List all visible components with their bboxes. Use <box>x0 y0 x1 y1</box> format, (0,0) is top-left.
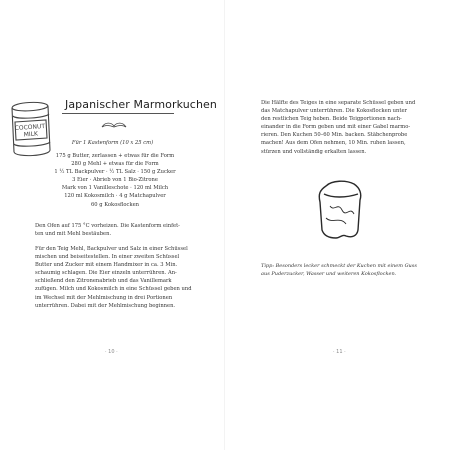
text-line: Den Ofen auf 175 °C vorheizen. Die Kastenform einfet- <box>35 223 180 229</box>
ingredient-line: 1 ½ TL Backpulver · ½ TL Salz · 150 g Zucker <box>54 169 176 176</box>
recipe-yield: Für 1 Kastenform (10 x 25 cm) <box>71 140 154 146</box>
text-line: ten und mit Mehl bestäuben. <box>35 231 112 238</box>
text-line: einander in die Form geben und mit einer Gabel marmo- <box>261 124 411 131</box>
ingredient-line: Mark von 1 Vanilleschote · 120 ml Milch <box>61 185 169 192</box>
mustache-flourish-icon <box>101 122 127 130</box>
cake-slice-icon <box>316 178 364 242</box>
text-line: schaumig schlagen. Die Eier einzeln unterrühren. An- <box>35 270 177 277</box>
instruction-paragraph <box>35 245 195 310</box>
page-number: · 11 · <box>333 349 346 355</box>
text-line: den restlichen Teig heben. Beide Teigportionen nach- <box>261 116 402 123</box>
svg-text:COCONUT: COCONUT <box>14 122 46 133</box>
svg-text:MILK: MILK <box>23 130 39 139</box>
text-line: Für den Teig Mehl, Backpulver und Salz in einer Schüssel <box>35 246 188 252</box>
text-line: im Wechsel mit der Mehlmischung in drei Portionen <box>35 294 173 301</box>
ingredient-line: 280 g Mehl + etwas für die Form <box>71 161 159 168</box>
instruction-paragraph <box>35 222 195 238</box>
text-line: das Matchapulver unterrühren. Die Kokosflocken unter <box>261 108 408 115</box>
text-line: aus Puderzucker, Wasser und weiteren Kokosflocken. <box>261 271 397 277</box>
recipe-title: Japanischer Marmorkuchen <box>65 98 217 111</box>
text-line: schließend den Zitronenabrieb und das Vanillemark <box>35 278 172 285</box>
text-line: machen! Aus dem Ofen nehmen, 10 Min. ruhen lassen, <box>261 140 406 147</box>
text-line: stürzen und vollständig erkalten lassen. <box>261 148 367 155</box>
instruction-paragraph <box>261 99 421 156</box>
coconut-milk-can-icon <box>6 98 54 160</box>
title-underline <box>62 113 174 114</box>
text-line: rieren. Den Kuchen 50–60 Min. backen. Stäbchenprobe <box>261 132 408 139</box>
text-line: mischen und beiseitestellen. In einer zweiten Schüssel <box>35 254 180 261</box>
page-number: · 10 · <box>105 349 118 355</box>
text-line: unterrühren. Dabei mit der Mehlmischung beginnen. <box>35 302 176 309</box>
ingredient-line: 175 g Butter, zerlassen + etwas für die Form <box>55 153 175 159</box>
ingredient-list <box>20 152 210 209</box>
text-line: Tipp: Besonders lecker schmeckt der Kuchen mit einem Guss <box>261 263 417 269</box>
ingredient-line: 60 g Kokosflocken <box>90 201 140 208</box>
tip-note <box>261 262 426 278</box>
text-line: Butter und Zucker mit einem Handmixer in ca. 3 Min. <box>35 262 178 269</box>
ingredient-line: 120 ml Kokosmilch · 4 g Matchapulver <box>64 193 166 200</box>
ingredient-line: 3 Eier · Abrieb von 1 Bio-Zitrone <box>72 177 158 184</box>
text-line: zufügen. Milch und Kokosmilch in eine Schüssel geben und <box>35 286 192 293</box>
text-line: Die Hälfte des Teiges in eine separate Schüssel geben und <box>261 100 416 106</box>
